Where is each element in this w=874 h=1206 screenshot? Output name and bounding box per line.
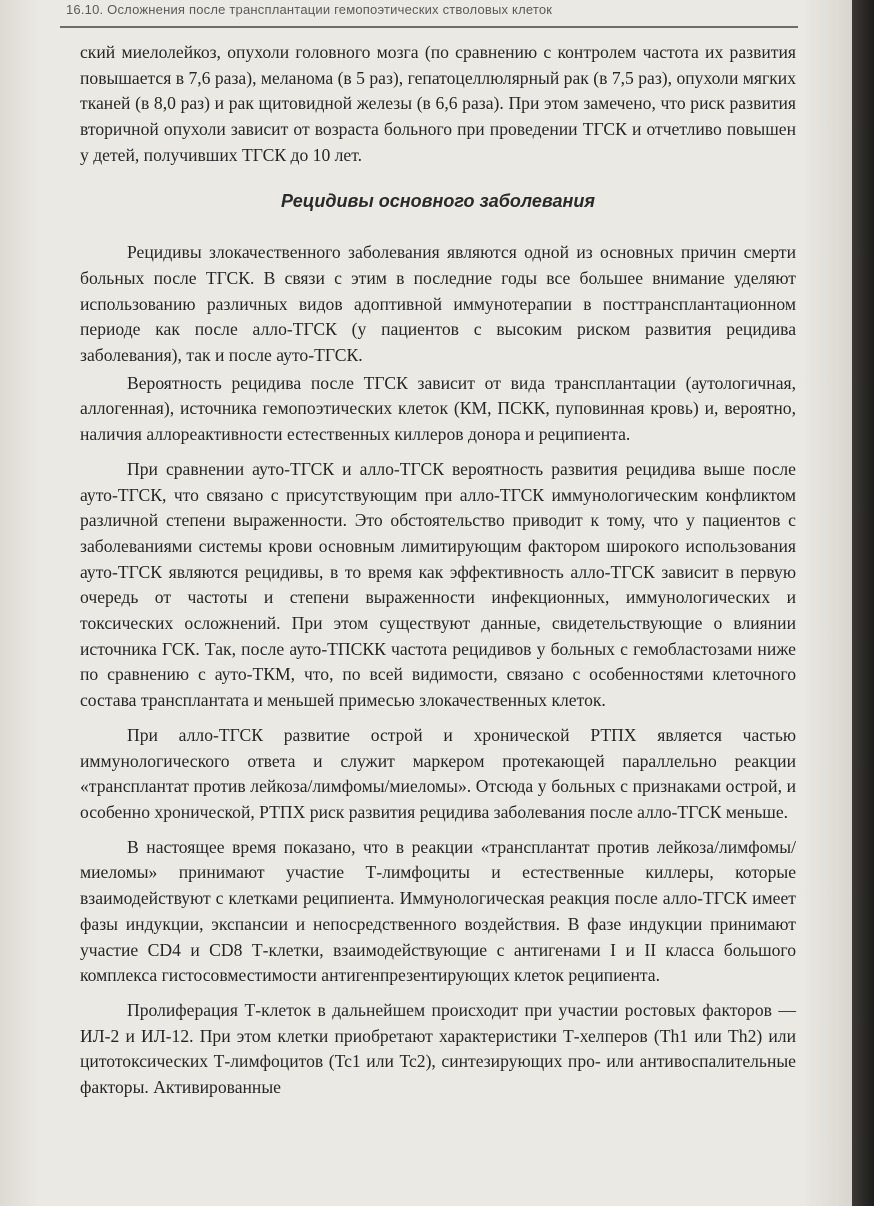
scan-dark-edge <box>852 0 874 1206</box>
paragraph: В настоящее время показано, что в реакции «трансплантат против лейкоза/лимфомы/миеломы» принимают участие Т-лимфоциты и естественные киллеры, которые взаимодействуют с клетками реципиента. Иммунологическая реакция после алло-ТГСК имеет фазы индукции, экспансии и непосредственного воздействия. В фазе индукции принимают участие CD4 и CD8 Т-клетки, взаимодействующие с антигенами I и II класса большого комплекса гистосовместимости антигенпрезентирующих клеток реципиента. <box>80 836 796 986</box>
paragraph: При алло-ТГСК развитие острой и хронической РТПХ является частью иммунологического ответа и служит маркером протекающей параллельно реакции «трансплантат против лейкоза/лимфомы/миеломы». Отсюда у больных с признаками острой, и особенно хронической, РТПХ риск развития рецидива заболевания после алло-ТГСК меньше. <box>80 724 796 822</box>
header-rule <box>60 26 798 28</box>
page-body <box>80 40 796 1103</box>
paragraph: При сравнении ауто-ТГСК и алло-ТГСК вероятность развития рецидива выше после ауто-ТГСК, что связано с присутствующим при алло-ТГСК иммунологическим конфликтом различной степени выраженности. Это обстоятельство приводит к тому, что у пациентов с заболеваниями системы крови основным лимитирующим фактором широкого использования ауто-ТГСК являются рецидивы, в то время как эффективность алло-ТГСК зависит в первую очередь от частоты и степени выраженности инфекционных, иммунологических и токсических осложнений. При этом существуют данные, свидетельствующие о влиянии источника ГСК. Так, после ауто-ТПСКК частота рецидивов у больных с гемобластозами ниже по сравнению с ауто-ТКМ, что, по всей видимости, связано с особенностями клеточного состава трансплантата и меньшей примесью злокачественных клеток. <box>80 458 796 711</box>
running-head: 16.10. Осложнения после трансплантации гемопоэтических стволовых клеток <box>66 2 553 17</box>
paragraph-continued: ский миелолейкоз, опухоли головного мозга (по сравнению с контролем частота их развития повышается в 7,6 раза), меланома (в 5 раз), гепатоцеллюлярный рак (в 7,5 раз), опухоли мягких тканей (в 8,0 раз) и рак щитовидной железы (в 6,6 раза). При этом замечено, что риск развития вторичной опухоли зависит от возраста больного при проведении ТГСК и отчетливо повышен у детей, получивших ТГСК до 10 лет. <box>80 42 796 165</box>
section-heading: Рецидивы основного заболевания <box>281 190 595 211</box>
paragraph: Рецидивы злокачественного заболевания являются одной из основных причин смерти больных после ТГСК. В связи с этим в последние годы все большее внимание уделяют использованию различных видов адоптивной иммунотерапии в посттрансплантационном периоде как после алло-ТГСК (у пациентов с высоким риском развития рецидива заболевания), так и после ауто-ТГСК. <box>80 242 796 366</box>
paragraph: Вероятность рецидива после ТГСК зависит от вида трансплантации (аутологичная, аллогенная), источника гемопоэтических клеток (КМ, ПСКК, пуповинная кровь) и, вероятно, наличия аллореактивности естественных киллеров донора и реципиента. <box>80 372 796 445</box>
paragraph: Пролиферация Т-клеток в дальнейшем происходит при участии ростовых факторов — ИЛ-2 и ИЛ-12. При этом клетки приобретают характеристики Т-хелперов (Th1 или Th2) или цитотоксических Т-лимфоцитов (Tc1 или Tc2), синтезирующих про- или антивоспалительные факторы. Активированные <box>80 999 796 1098</box>
